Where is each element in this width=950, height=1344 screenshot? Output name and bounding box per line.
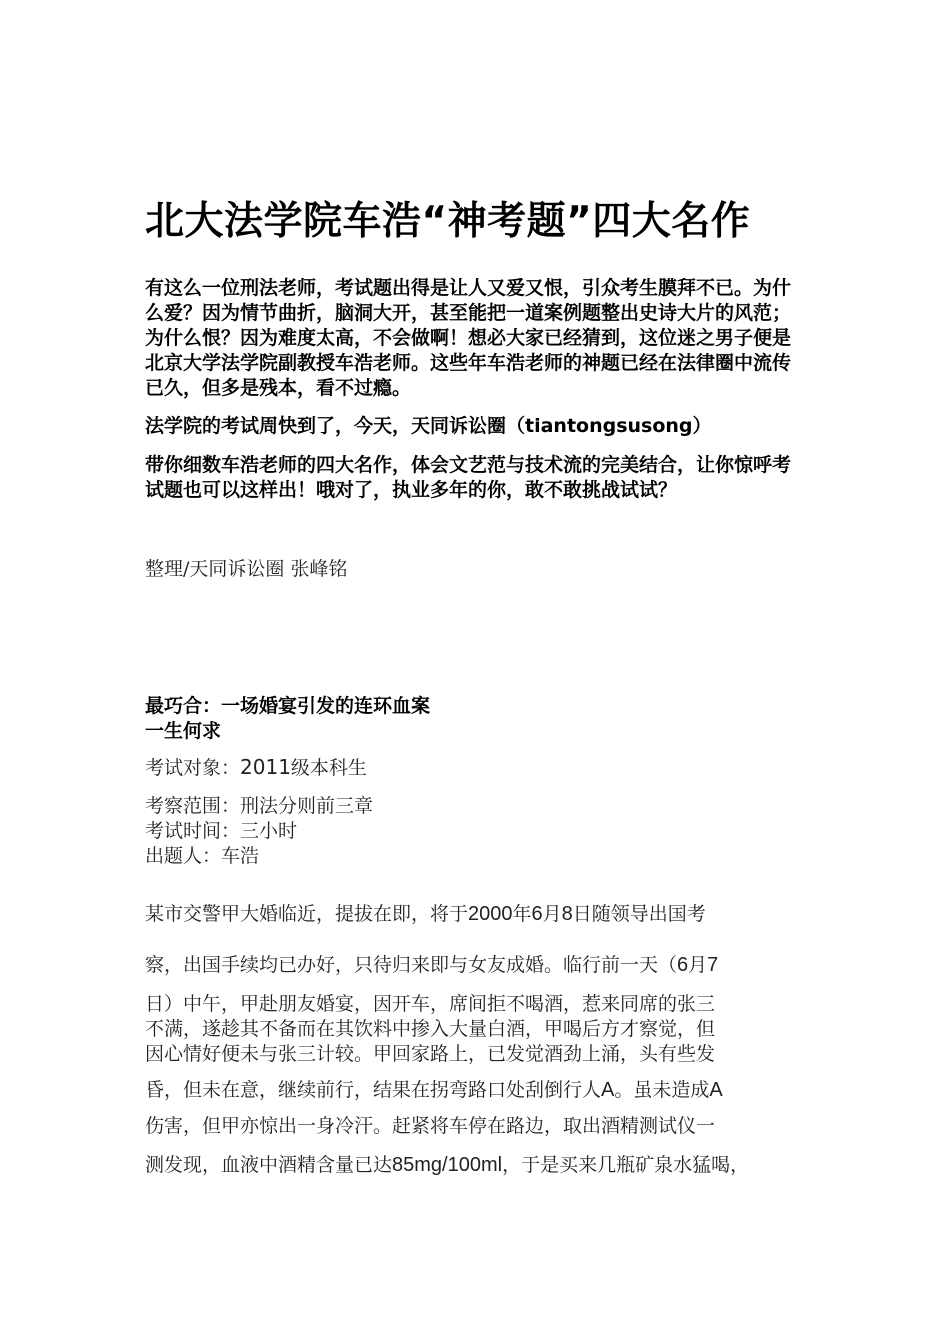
case-text-segment: 6	[677, 954, 689, 976]
case-text-line	[145, 1039, 715, 1066]
case-text-segment: 。虽未造成	[614, 1079, 710, 1101]
case-text-segment: A	[709, 1079, 723, 1101]
section-heading: 最巧合：一场婚宴引发的连环血案	[145, 695, 431, 717]
case-text-segment: 不满，遂趁其不备而在其饮料中掺入大量白酒，甲喝后方才察觉，但	[145, 1018, 716, 1040]
case-text-segment: 2000	[468, 903, 513, 925]
case-text-segment: 因心情好便未与张三计较。甲回家路上，已发觉酒劲上涌，头有些发	[145, 1043, 716, 1065]
exam-target-label: 考试对象：	[145, 757, 241, 779]
section-subheading: 一生何求	[145, 720, 222, 742]
exam-target-suffix: 级本科生	[290, 757, 367, 779]
case-text-segment: 年	[512, 903, 532, 925]
case-text-segment: 察，出国手续均已办好，只待归来即与女友成婚。临行前一天（	[145, 954, 678, 976]
case-text-segment: 日随领导出国考	[572, 903, 706, 925]
exam-time: 考试时间：三小时	[145, 820, 298, 842]
case-text-segment: ，于是买来几瓶矿泉水猛喝，	[502, 1154, 750, 1176]
exam-target	[145, 755, 367, 781]
case-text-line	[145, 1075, 723, 1102]
case-text-segment: 月	[542, 903, 562, 925]
credit-line: 整理/天同诉讼圈 张峰铭	[145, 558, 348, 580]
intro-paragraph-1: 有这么一位刑法老师，考试题出得是让人又爱又恨，引众考生膜拜不已。为什么爱？因为情节曲折，脑洞大开，甚至能把一道案例题整出史诗大片的风范；为什么恨？因为难度太高，不会做啊！想必大家已经猜到，这位迷之男子便是北京大学法学院副教授车浩老师。这些年车浩老师的神题已经在法律圈中流传已久，但多是残本，看不过瘾。	[145, 277, 792, 399]
case-text-segment: 测发现，血液中酒精含量已达	[145, 1154, 393, 1176]
case-text-segment: 某市交警甲大婚临近，提拔在即，将于	[145, 903, 469, 925]
case-text-line	[145, 1014, 715, 1041]
case-text-segment: 昏，但未在意，继续前行，结果在拐弯路口处刮倒行人	[145, 1079, 602, 1101]
case-text-line	[145, 899, 706, 926]
case-text-segment: 8	[561, 903, 573, 925]
exam-scope: 考察范围：刑法分则前三章	[145, 795, 374, 817]
case-text-segment: A	[601, 1079, 615, 1101]
case-text-line	[145, 1111, 715, 1138]
case-text-line	[145, 989, 715, 1016]
case-text-segment: 85mg/100ml	[392, 1154, 503, 1176]
case-text-segment: 7	[707, 954, 719, 976]
case-text-segment: 伤害，但甲亦惊出一身冷汗。赶紧将车停在路边，取出酒精测试仪一	[145, 1115, 716, 1137]
exam-author: 出题人：车浩	[145, 845, 260, 867]
intro-paragraph-3: 带你细数车浩老师的四大名作，体会文艺范与技术流的完美结合，让你惊呼考试题也可以这样出！哦对了，执业多年的你，敢不敢挑战试试？	[145, 454, 792, 501]
case-text-segment: 月	[688, 954, 708, 976]
intro-paragraph-2: 法学院的考试周快到了，今天，天同诉讼圈（tiantongsusong）	[145, 415, 712, 437]
case-text-segment: 6	[531, 903, 543, 925]
exam-target-year: 2011	[240, 755, 291, 779]
case-text-line	[145, 950, 718, 977]
case-text-segment: 日）中午，甲赴朋友婚宴，因开车，席间拒不喝酒，惹来同席的张三	[145, 993, 716, 1015]
case-text-line	[145, 1150, 749, 1177]
page-title: 北大法学院车浩“神考题”四大名作	[145, 199, 751, 244]
